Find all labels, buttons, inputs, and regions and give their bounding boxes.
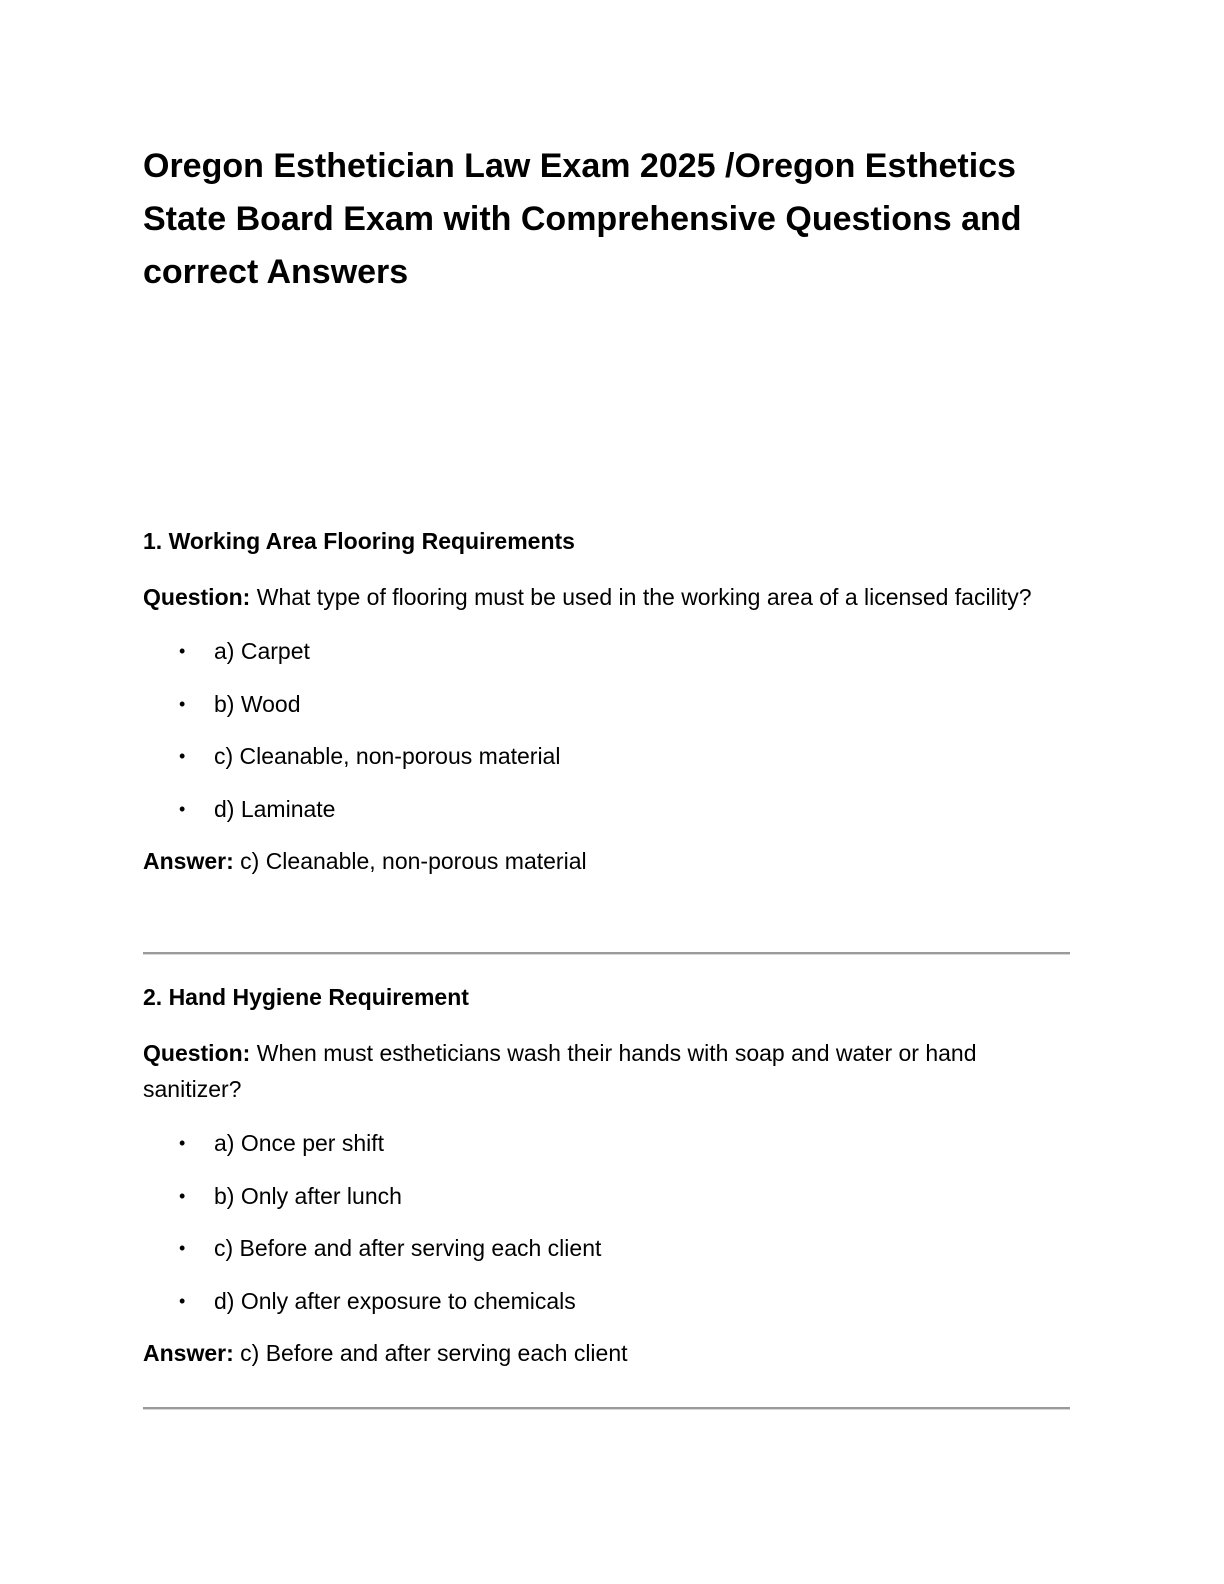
option-item [143, 791, 1073, 827]
options-list [143, 1125, 1073, 1319]
section-divider [143, 952, 1070, 955]
option-label: d) Only after exposure to chemicals [214, 1287, 576, 1314]
option-item [143, 1178, 1073, 1214]
answer-text [143, 843, 1073, 879]
question-text [143, 579, 1053, 615]
options-list [143, 633, 1073, 827]
bullet-icon: • [179, 1238, 186, 1258]
bullet-icon: • [179, 693, 186, 714]
option-item [143, 1125, 1073, 1161]
section-heading: 1. Working Area Flooring Requirements [143, 528, 575, 554]
option-label: b) Only after lunch [214, 1182, 402, 1209]
answer-body: c) Before and after serving each client [233, 1340, 628, 1366]
question-label: Question: [143, 584, 251, 610]
option-item [143, 633, 1073, 669]
question-text [143, 1035, 1053, 1107]
bullet-icon: • [179, 1185, 186, 1206]
section-heading: 2. Hand Hygiene Requirement [143, 984, 469, 1010]
option-item [143, 738, 1073, 774]
answer-label: Answer: [143, 848, 234, 874]
bullet-icon: • [179, 641, 186, 661]
question-body: What type of flooring must be used in the working area of a licensed facility? [250, 584, 1032, 610]
option-item [143, 1283, 1073, 1319]
section-divider [143, 1407, 1070, 1410]
option-label: c) Cleanable, non-porous material [214, 743, 561, 769]
question-section-1 [143, 527, 1073, 879]
option-label: b) Wood [214, 690, 301, 717]
document-page [143, 0, 1083, 1584]
option-label: d) Laminate [214, 795, 336, 822]
answer-label: Answer: [143, 1340, 234, 1366]
question-body: When must estheticians wash their hands with soap and water or hand sanitizer? [143, 1040, 977, 1102]
bullet-icon: • [179, 746, 186, 766]
bullet-icon: • [179, 1290, 186, 1311]
question-section-2 [143, 983, 1073, 1371]
option-label: a) Once per shift [214, 1130, 385, 1156]
option-label: a) Carpet [214, 638, 310, 664]
option-label: c) Before and after serving each client [214, 1235, 602, 1261]
answer-text [143, 1335, 1073, 1371]
bullet-icon: • [179, 1133, 186, 1153]
option-item [143, 1230, 1073, 1266]
document-title: Oregon Esthetician Law Exam 2025 /Oregon Esthetics State Board Exam with Comprehensive Questions and correct Answers [143, 147, 1022, 291]
answer-body: c) Cleanable, non-porous material [233, 848, 587, 874]
question-label: Question: [143, 1040, 251, 1066]
option-item [143, 686, 1073, 722]
bullet-icon: • [179, 798, 186, 819]
